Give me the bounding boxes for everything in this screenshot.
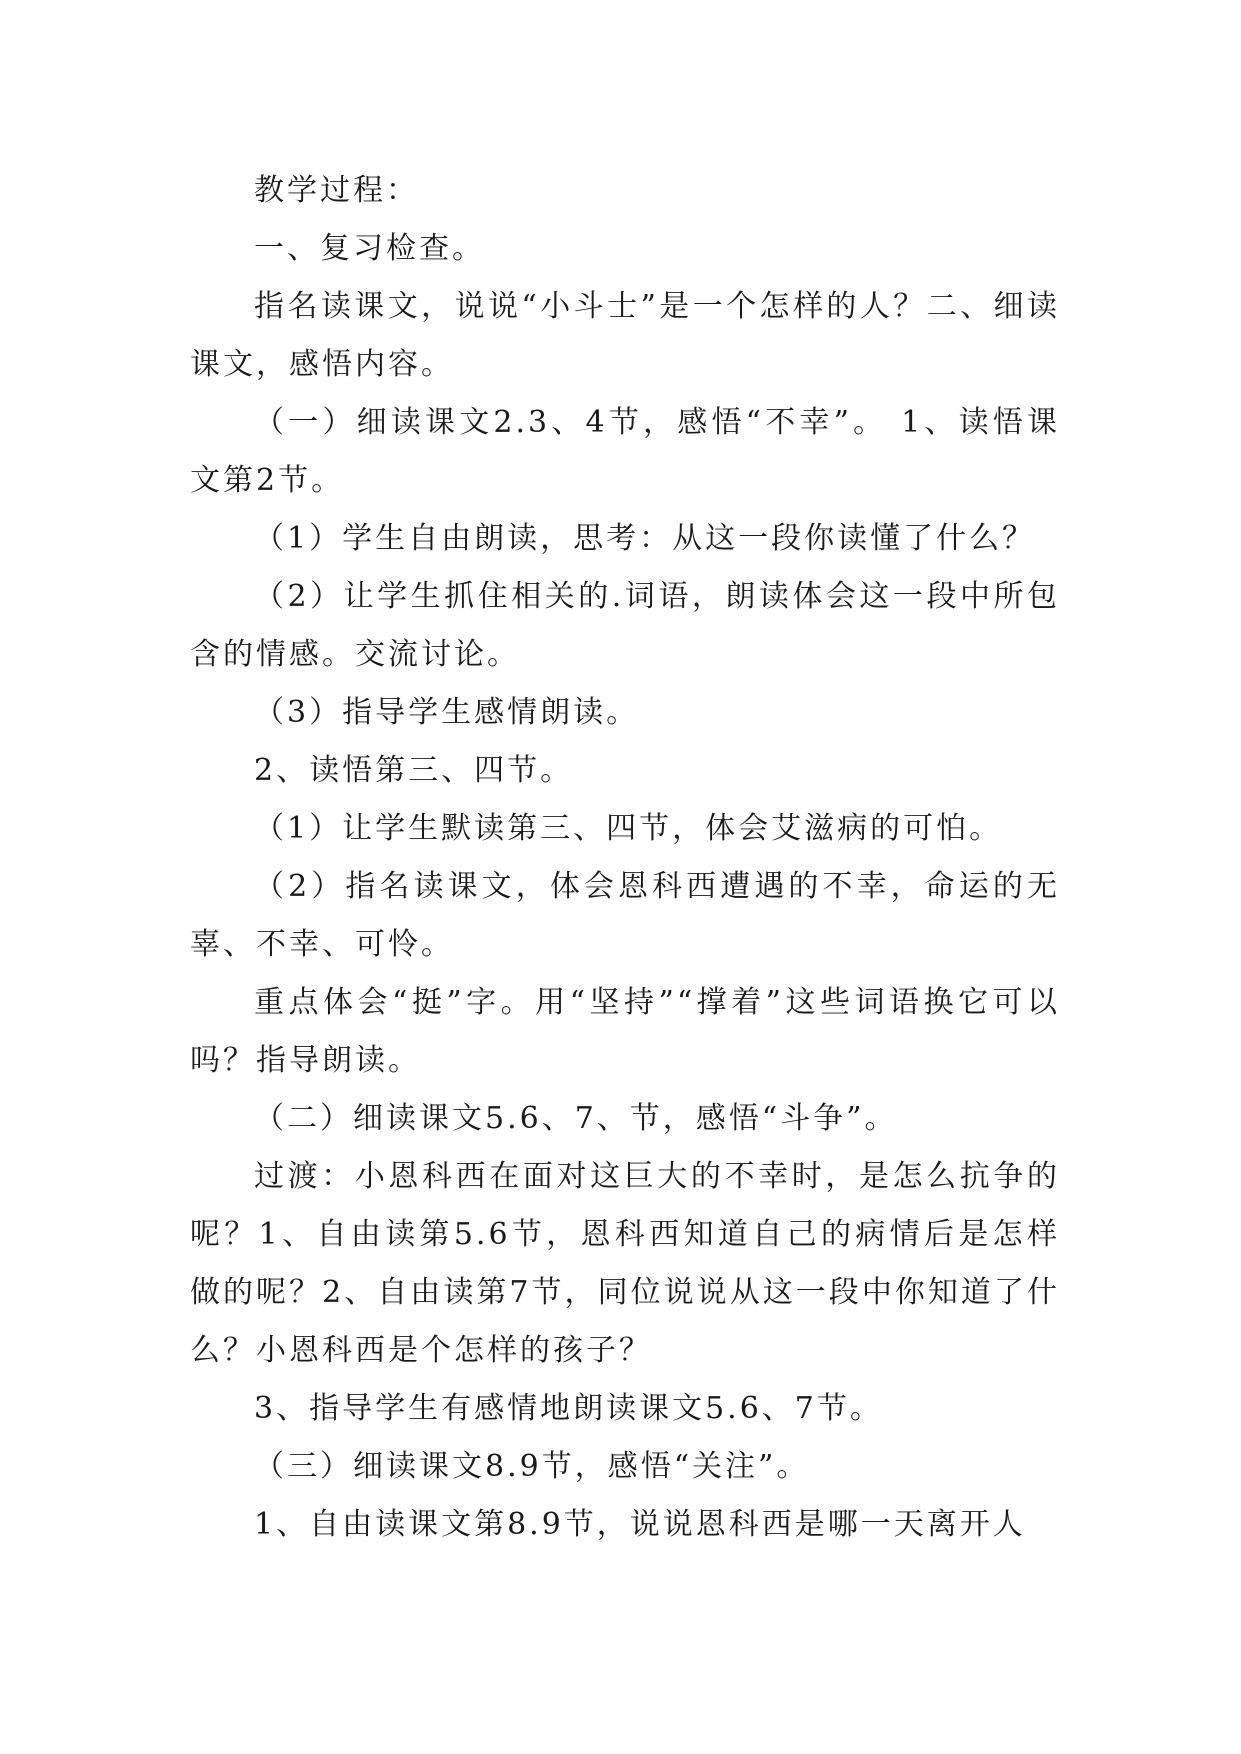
paragraph-step-1: （1）学生自由朗读，思考：从这一段你读懂了什么？ [254,521,1036,556]
paragraph-step-3: （3）指导学生感情朗读。 [254,695,640,730]
paragraph-step-2: （2）让学生抓住相关的.词语，朗读体会这一段中所包含的情感。交流讨论。 [190,579,1060,672]
paragraph-key-word: 重点体会“挺”字。用“坚持”“撑着”这些词语换它可以吗？指导朗读。 [190,985,1060,1078]
paragraph-teaching-process: 教学过程： [254,173,419,208]
paragraph-section-three: （三）细读课文8.9节，感悟“关注”。 [254,1449,810,1484]
paragraph-section-one: （一）细读课文2.3、4节，感悟“不幸”。 1、读悟课文第2节。 [190,405,1060,498]
paragraph-guided-reading: 3、指导学生有感情地朗读课文5.6、7节。 [254,1391,883,1426]
document-body [190,162,1060,1554]
paragraph-read-section-3-4: 2、读悟第三、四节。 [254,753,574,788]
paragraph-review: 一、复习检查。 [254,231,485,266]
paragraph-transition: 过渡：小恩科西在面对这巨大的不幸时，是怎么抗争的呢？1、自由读第5.6节，恩科西知道自己的病情后是怎样做的呢？2、自由读第7节，同位说说从这一段中你知道了什么？小恩科西是个怎样的孩子？ [190,1159,1060,1368]
paragraph-silent-read: （1）让学生默读第三、四节，体会艾滋病的可怕。 [254,811,1003,846]
paragraph-read-text: 指名读课文，说说“小斗士”是一个怎样的人？二、细读课文，感悟内容。 [190,289,1060,382]
paragraph-name-read: （2）指名读课文，体会恩科西遭遇的不幸，命运的无辜、不幸、可怜。 [190,869,1060,962]
paragraph-section-two: （二）细读课文5.6、7、节，感悟“斗争”。 [254,1101,898,1136]
paragraph-free-read: 1、自由读课文第8.9节，说说恩科西是哪一天离开人 [254,1507,1026,1542]
